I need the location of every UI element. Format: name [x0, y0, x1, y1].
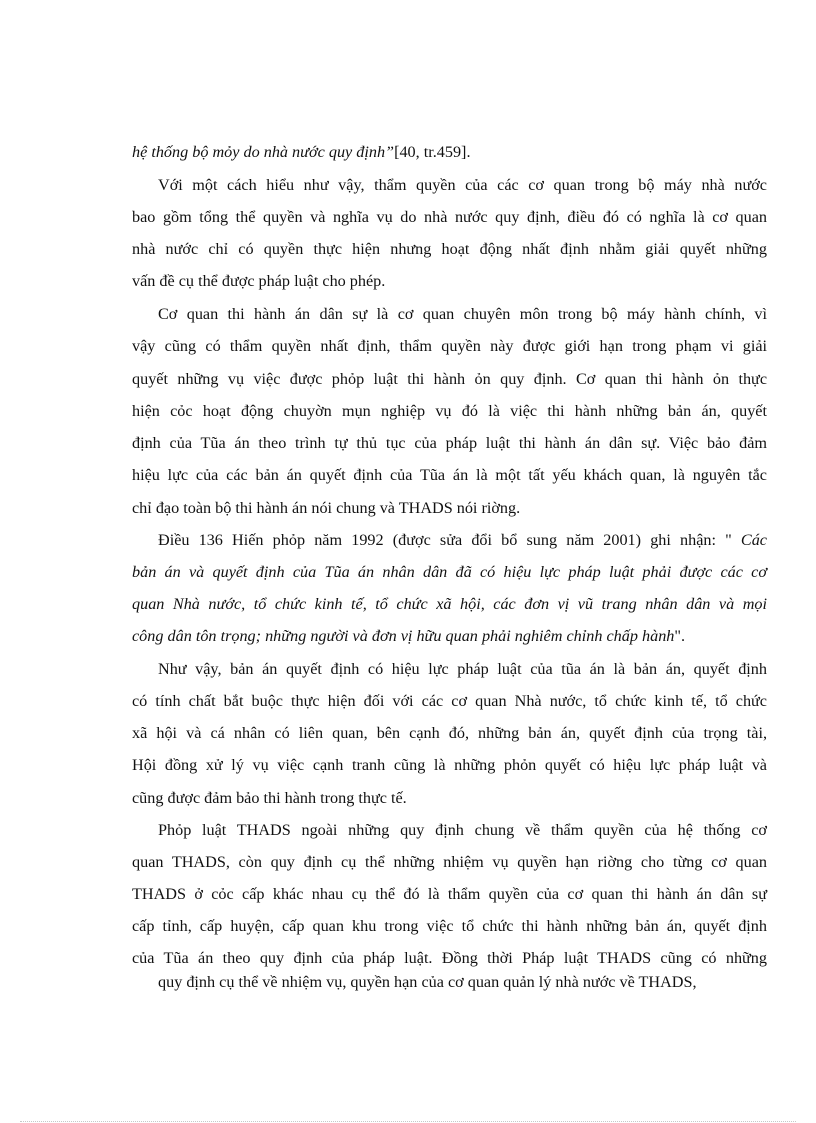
- text-span: định của Tũa án theo trình tự thủ tục của pháp luật thi hành án dân sự. Việc bảo đảm: [132, 434, 767, 452]
- italic-text: hệ thống bộ mỏy do nhà nước quy định”: [132, 143, 395, 161]
- text-line: [132, 624, 767, 648]
- text-line: [158, 818, 767, 842]
- text-line: [132, 496, 767, 520]
- text-span: có tính chất bắt buộc thực hiện đối với các cơ quan Nhà nước, tổ chức kinh tế, tổ chức: [132, 692, 767, 710]
- text-line: [132, 721, 767, 745]
- italic-text: công dân tôn trọng; những người và đơn vị hữu quan phải nghiêm chỉnh chấp hành: [132, 627, 675, 645]
- text-line: [132, 914, 767, 938]
- text-line: [132, 334, 767, 358]
- text-line: [132, 431, 767, 455]
- text-line: [158, 173, 767, 197]
- text-span: Như vậy, bản án quyết định có hiệu lực pháp luật của tũa án là bản án, quyết định: [158, 660, 767, 678]
- text-span: vấn đề cụ thể được pháp luật cho phép.: [132, 272, 386, 290]
- text-line: [132, 882, 767, 906]
- italic-text: bản án và quyết định của Tũa án nhân dân đã có hiệu lực pháp luật phải được các cơ: [132, 563, 767, 581]
- text-span: của Tũa án theo quy định của pháp luật. Đồng thời Pháp luật THADS cũng có những: [132, 949, 767, 967]
- text-line: [158, 657, 767, 681]
- text-span: Hội đồng xử lý vụ việc cạnh tranh cũng là những phỏn quyết có hiệu lực pháp luật và: [132, 756, 767, 774]
- text-line: [132, 237, 767, 261]
- text-line: [132, 786, 767, 810]
- text-line: [132, 850, 767, 874]
- text-span: Điều 136 Hiến phỏp năm 1992 (được sửa đổi bổ sung năm 2001) ghi nhận: ": [158, 531, 732, 549]
- italic-text: Các: [731, 531, 767, 549]
- text-line: [132, 946, 767, 970]
- text-line: [132, 140, 767, 164]
- page-border-dotted: [20, 1121, 796, 1122]
- text-line: [132, 592, 767, 616]
- text-span: hiệu lực của các bản án quyết định của Tũa án là một tất yếu khách quan, là nguyên tắc: [132, 466, 767, 484]
- text-line: [132, 560, 767, 584]
- text-span: quy định cụ thể về nhiệm vụ, quyền hạn của cơ quan quản lý nhà nước về THADS,: [158, 973, 697, 991]
- text-line: [158, 970, 767, 994]
- text-span: bao gồm tổng thể quyền và nghĩa vụ do nhà nước quy định, điều đó có nghĩa là cơ quan: [132, 208, 767, 226]
- text-span: chỉ đạo toàn bộ thi hành án nói chung và THADS nói riờng.: [132, 499, 521, 517]
- text-line: [132, 399, 767, 423]
- text-span: vậy cũng có thẩm quyền nhất định, thẩm quyền này được giới hạn trong phạm vi giải: [132, 337, 767, 355]
- text-line: [158, 528, 767, 552]
- italic-text: quan Nhà nước, tổ chức kinh tế, tổ chức xã hội, các đơn vị vũ trang nhân dân và mọi: [132, 595, 767, 613]
- text-span: nhà nước chỉ có quyền thực hiện nhưng hoạt động nhất định nhằm giải quyết những: [132, 240, 767, 258]
- text-span: Cơ quan thi hành án dân sự là cơ quan chuyên môn trong bộ máy hành chính, vì: [158, 305, 767, 323]
- text-line: [158, 302, 767, 326]
- text-span: xã hội và cá nhân có liên quan, bên cạnh đó, những bản án, quyết định của trọng tài,: [132, 724, 767, 742]
- text-span: Phỏp luật THADS ngoài những quy định chung về thẩm quyền của hệ thống cơ: [158, 821, 767, 839]
- text-span: cấp tỉnh, cấp huyện, cấp quan khu trong việc tổ chức thi hành những bản án, quyết định: [132, 917, 767, 935]
- text-span: [40, tr.459].: [394, 143, 471, 161]
- text-line: [132, 753, 767, 777]
- text-line: [132, 689, 767, 713]
- text-span: THADS ở cỏc cấp khác nhau cụ thể đó là thẩm quyền của cơ quan thi hành án dân sự: [132, 885, 767, 903]
- text-span: hiện cỏc hoạt động chuyờn mụn nghiệp vụ đó là việc thi hành những bản án, quyết: [132, 402, 767, 420]
- text-line: [132, 205, 767, 229]
- text-line: [132, 463, 767, 487]
- text-span: cũng được đảm bảo thi hành trong thực tế.: [132, 789, 407, 807]
- text-span: quan THADS, còn quy định cụ thể những nhiệm vụ quyền hạn riờng cho từng cơ quan: [132, 853, 767, 871]
- text-span: ".: [674, 627, 686, 645]
- text-line: [132, 367, 767, 391]
- text-line: [132, 269, 767, 293]
- text-span: Với một cách hiểu như vậy, thẩm quyền của các cơ quan trong bộ máy nhà nước: [158, 176, 767, 194]
- text-span: quyết những vụ việc được phỏp luật thi hành ỏn quy định. Cơ quan thi hành ỏn thực: [132, 370, 767, 388]
